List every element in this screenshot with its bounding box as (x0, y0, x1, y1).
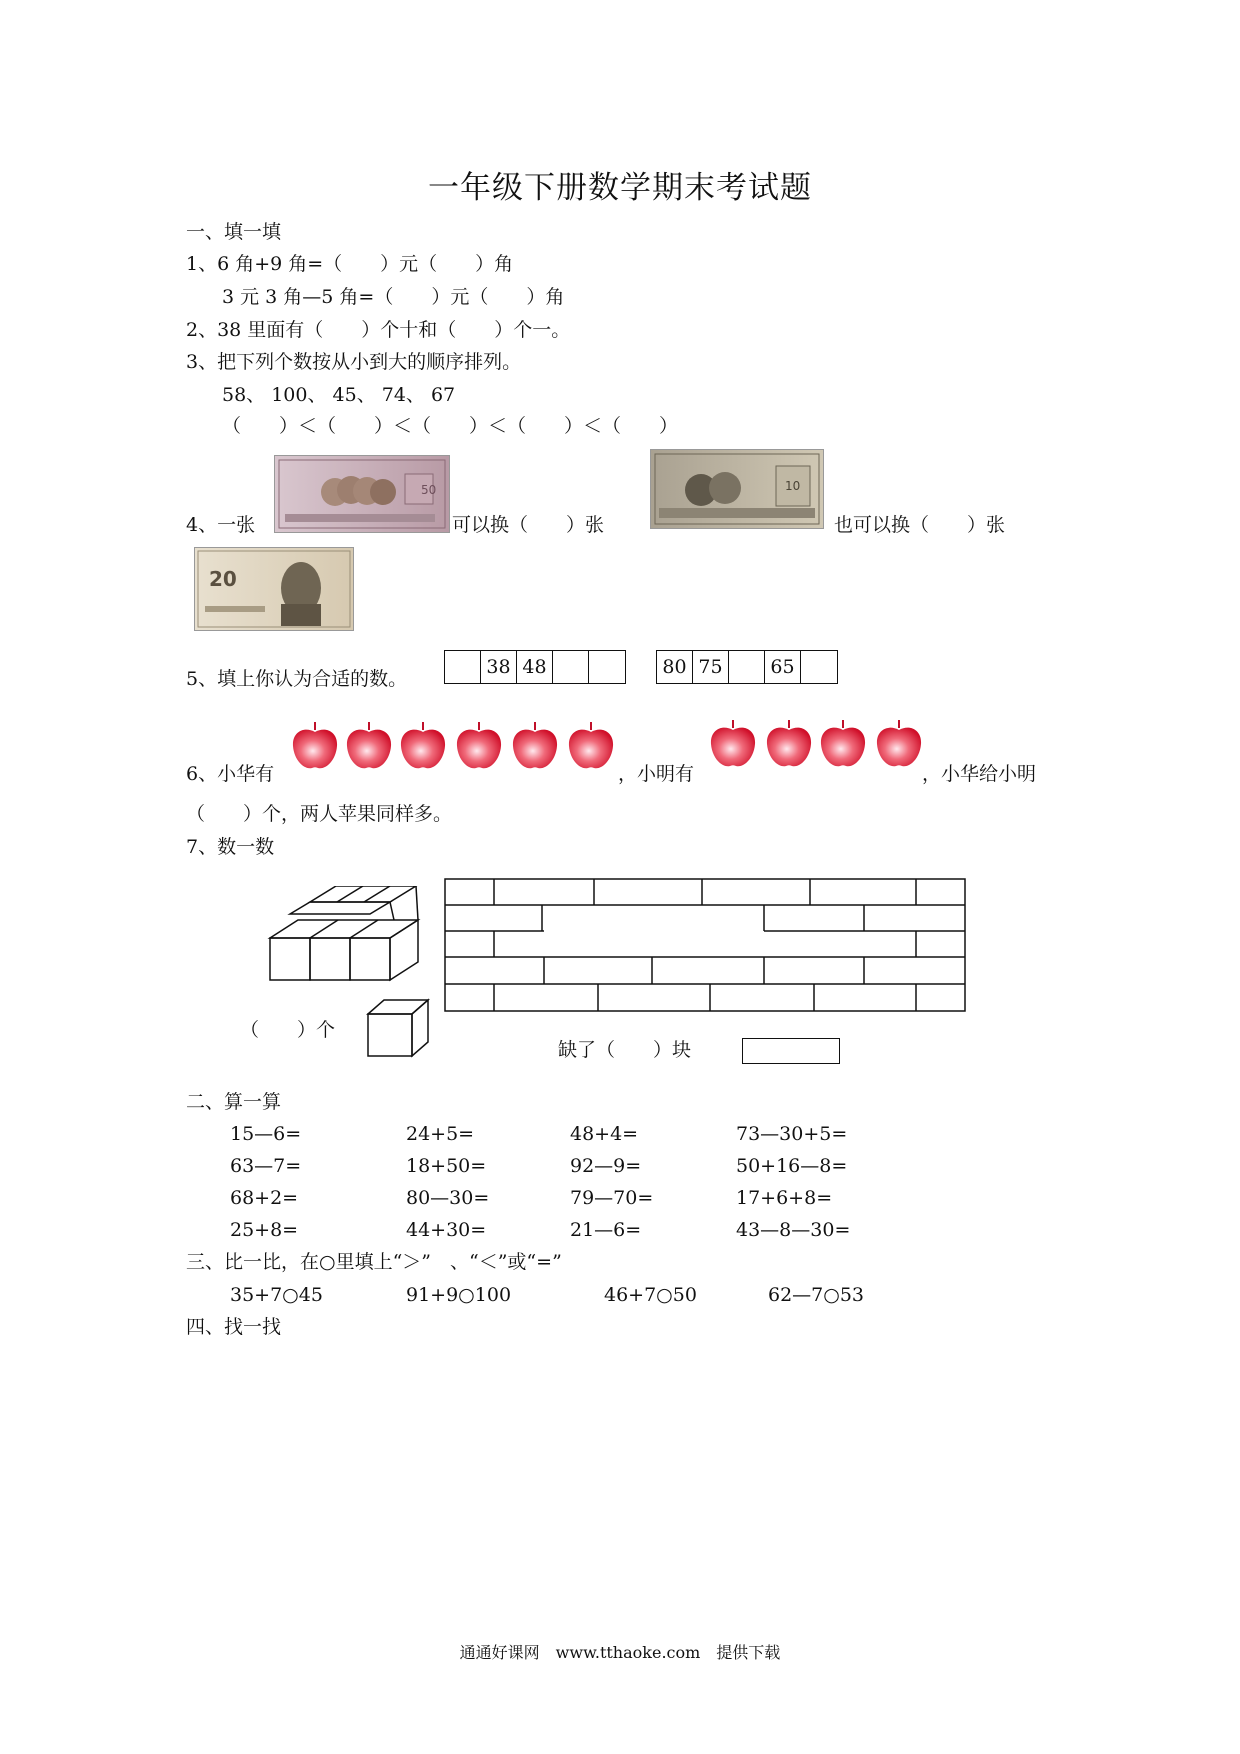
question-4-mid2: 也可以换（ ）张 (834, 514, 1006, 536)
calc-item: 44+30= (406, 1219, 487, 1241)
section1-heading: 一、填一填 (186, 221, 282, 243)
question-3: 3、把下列个数按从小到大的顺序排列。 (186, 351, 522, 373)
calc-item: 25+8= (230, 1219, 299, 1241)
sequence-cell[interactable]: 75 (693, 651, 729, 683)
page-title: 一年级下册数学期末考试题 (428, 170, 812, 206)
apple-icon (821, 720, 865, 766)
sequence-cell[interactable]: 65 (765, 651, 801, 683)
apple-icon (569, 722, 613, 768)
banknote-10-image (650, 449, 824, 529)
brick-wall-figure (444, 878, 968, 1018)
calc-item: 15—6= (230, 1123, 302, 1145)
section3-heading: 三、比一比，在○里填上“＞” 、“＜”或“=” (186, 1251, 562, 1273)
calc-item: 63—7= (230, 1155, 302, 1177)
question-3-numbers: 58、 100、 45、 74、 67 (222, 384, 456, 406)
question-5: 5、填上你认为合适的数。 (186, 668, 408, 690)
question-6-prefix: 6、小华有 (186, 763, 275, 785)
calc-item: 48+4= (570, 1123, 639, 1145)
compare-item: 35+7○45 (230, 1284, 323, 1306)
calc-item: 43—8—30= (736, 1219, 851, 1241)
calc-item: 92—9= (570, 1155, 642, 1177)
compare-item: 46+7○50 (604, 1284, 697, 1306)
page-footer: 通通好课网 www.tthaoke.com 提供下载 (459, 1643, 781, 1662)
sequence-boxes-2 (656, 650, 838, 684)
calc-item: 80—30= (406, 1187, 490, 1209)
question-3-order: （ ）＜（ ）＜（ ）＜（ ）＜（ ） (222, 415, 679, 437)
calc-item: 18+50= (406, 1155, 487, 1177)
banknote-50-image (274, 455, 450, 533)
question-6-suffix: ，小华给小明 (922, 763, 1037, 785)
sequence-cell[interactable] (589, 651, 625, 683)
apple-icon (293, 722, 337, 768)
sequence-cell[interactable]: 48 (517, 651, 553, 683)
question-4-mid: 可以换（ ）张 (452, 514, 605, 536)
sequence-cell[interactable]: 80 (657, 651, 693, 683)
sequence-cell[interactable] (553, 651, 589, 683)
sequence-cell[interactable] (801, 651, 837, 683)
sequence-cell[interactable] (445, 651, 481, 683)
section4-heading: 四、找一找 (186, 1316, 282, 1338)
question-1a: 1、6 角+9 角=（ ）元（ ）角 (186, 253, 514, 275)
question-4-prefix: 4、一张 (186, 514, 256, 536)
apple-icon (401, 722, 445, 768)
apple-icon (877, 720, 921, 766)
cube-count-blank: （ ）个 (240, 1019, 336, 1041)
calc-item: 79—70= (570, 1187, 654, 1209)
calc-item: 68+2= (230, 1187, 299, 1209)
question-1b: 3 元 3 角—5 角=（ ）元（ ）角 (222, 286, 565, 308)
question-2: 2、38 里面有（ ）个十和（ ）个一。 (186, 319, 571, 341)
calc-item: 17+6+8= (736, 1187, 833, 1209)
single-cube-icon (366, 996, 430, 1064)
sequence-boxes-1 (444, 650, 626, 684)
apple-icon (711, 720, 755, 766)
xiaohua-apples (290, 720, 626, 784)
question-6-mid: ，小明有 (618, 763, 695, 785)
calc-item: 50+16—8= (736, 1155, 848, 1177)
bill-10-value: 10 (785, 479, 801, 493)
calc-item: 24+5= (406, 1123, 475, 1145)
compare-item: 62—7○53 (768, 1284, 865, 1306)
question-7: 7、数一数 (186, 836, 275, 858)
missing-bricks-blank: 缺了（ ）块 (558, 1039, 692, 1061)
xiaoming-apples (708, 718, 928, 782)
question-6-line2: （ ）个，两人苹果同样多。 (186, 803, 453, 825)
sequence-cell[interactable]: 38 (481, 651, 517, 683)
section2-heading: 二、算一算 (186, 1091, 282, 1113)
apple-icon (347, 722, 391, 768)
calc-item: 21—6= (570, 1219, 642, 1241)
apple-icon (767, 720, 811, 766)
bill-20-value: 20 (209, 567, 237, 591)
banknote-20-image (194, 547, 354, 631)
compare-item: 91+9○100 (406, 1284, 512, 1306)
brick-answer-box[interactable] (742, 1038, 840, 1064)
sequence-cell[interactable] (729, 651, 765, 683)
bill-50-value: 50 (421, 483, 437, 497)
apple-icon (513, 722, 557, 768)
apple-icon (457, 722, 501, 768)
calc-item: 73—30+5= (736, 1123, 848, 1145)
